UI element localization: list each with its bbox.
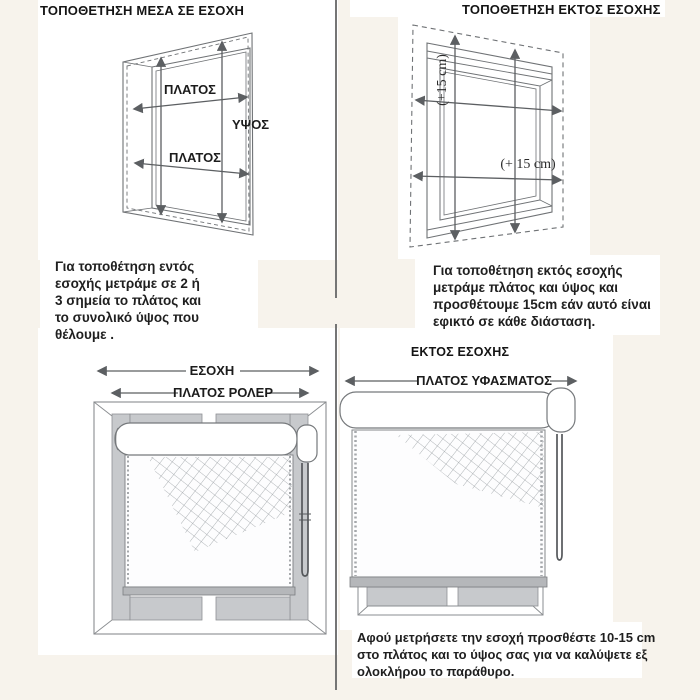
frame-bottom-panel-right — [458, 587, 538, 606]
caption-line: εσοχής μετράμε σε 2 ή — [55, 276, 200, 291]
blind-inside-recess-diagram — [88, 350, 338, 655]
blind-chain — [557, 434, 562, 560]
section-title-inside-recess: ΤΟΠΟΘΕΤΗΣΗ ΜΕΣΑ ΣΕ ΕΣΟΧΗ — [40, 3, 245, 18]
blind-bottom-bar — [123, 587, 295, 595]
caption-line: Για τοποθέτηση εκτός εσοχής — [433, 263, 623, 278]
outside-window-measure-diagram — [400, 18, 615, 263]
recess-bottom-reveal-line — [123, 208, 152, 212]
caption-line: το συνολικό ύψος που — [55, 310, 199, 325]
window-outside-sketch — [410, 25, 563, 247]
roller-tube — [340, 392, 557, 428]
width-label-top: ΠΛΑΤΟΣ — [164, 82, 216, 97]
width-label-bottom: ΠΛΑΤΟΣ — [169, 150, 221, 165]
height-label: ΥΨΟΣ — [232, 117, 270, 132]
blind-outside-recess-diagram — [338, 368, 633, 628]
section-title-outside-recess: ΤΟΠΟΘΕΤΗΣΗ ΕΚΤΟΣ ΕΣΟΧΗΣ — [462, 2, 661, 17]
caption-line: εφικτό σε κάθε διάσταση. — [433, 314, 596, 329]
caption-line: Για τοποθέτηση εντός — [55, 259, 195, 274]
frame-panel-bottom-left — [130, 597, 202, 620]
roller-end-cap — [297, 425, 317, 462]
window-frame-outline — [152, 48, 250, 225]
caption-outside-recess — [433, 262, 651, 330]
caption-line: 3 σημεία το πλάτος και — [55, 293, 202, 308]
caption-line: θέλουμε . — [55, 327, 115, 342]
roller-width-label: ΠΛΑΤΟΣ ΡΟΛΕΡ — [172, 385, 274, 400]
reveal-bottom-line — [540, 200, 552, 206]
width-plus-arrow-bottom — [414, 176, 561, 180]
recess-label: ΕΣΟΧΗ — [189, 363, 235, 378]
blind-bottom-bar — [350, 577, 547, 587]
recessed-window-measure-diagram — [96, 26, 336, 256]
window-frame-inner-line — [156, 52, 246, 221]
width-plus-label: (+ 15 cm) — [500, 157, 556, 172]
caption-measure-add — [357, 629, 655, 680]
caption-line: Αφού μετρήσετε την εσοχή προσθέστε 10-15 cm — [357, 630, 656, 645]
section-title-outside-recess-bottom: ΕΚΤΟΣ ΕΣΟΧΗΣ — [410, 345, 510, 359]
caption-line: ολοκλήρου το παράθυρο. — [357, 664, 515, 679]
recess-outer-outline — [123, 33, 253, 235]
window-sash-inner-line — [444, 72, 536, 215]
width-arrow-top — [134, 97, 247, 109]
frame-bottom-panel-left — [367, 587, 447, 606]
roller-tube — [115, 423, 297, 455]
caption-inside-recess — [55, 258, 201, 343]
fabric-width-label: ΠΛΑΤΟΣ ΥΦΑΣΜΑΤΟΣ — [416, 373, 552, 388]
caption-line: προσθέτουμε 15cm εάν αυτό είναι — [433, 297, 651, 312]
dimension-arrows — [134, 42, 248, 222]
height-plus-label: (+15 cm) — [435, 54, 450, 106]
reveal-top-line — [540, 80, 552, 86]
roller-end-cap — [547, 388, 575, 432]
window-recess-sketch — [123, 33, 253, 235]
caption-line: στο πλάτος και το ύψος σας για να καλύψετε εξ — [357, 647, 648, 662]
frame-panel-bottom-right — [216, 597, 290, 620]
caption-line: μετράμε πλάτος και ύψος και — [433, 280, 618, 295]
window-frame-bottom — [358, 585, 543, 615]
